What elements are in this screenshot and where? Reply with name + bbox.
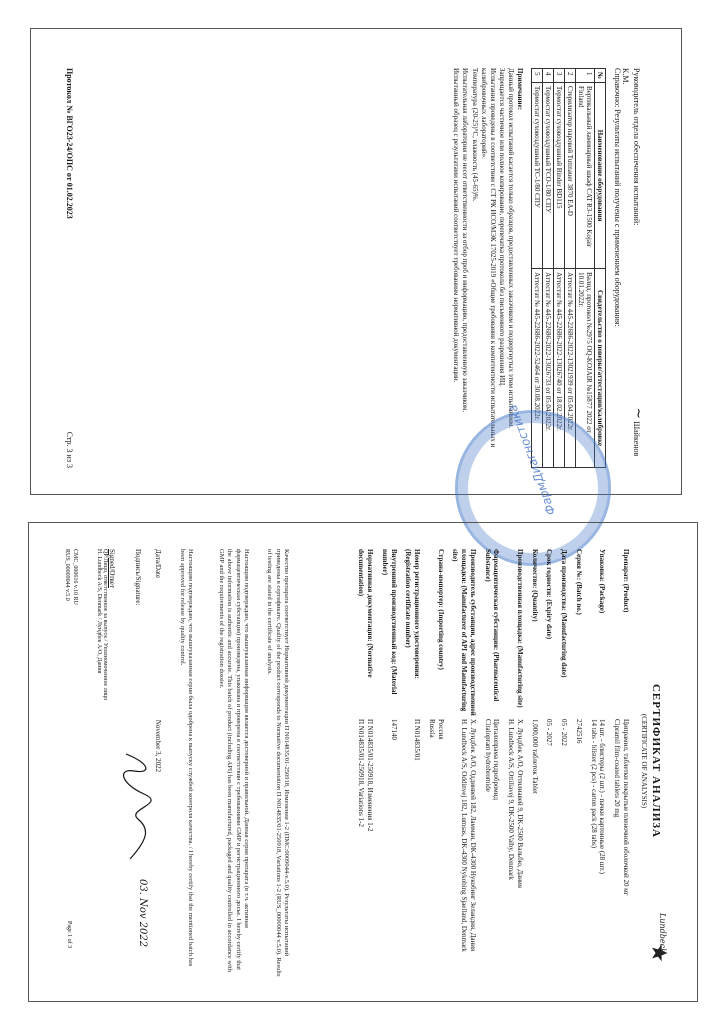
equipment-name: Термостат суховоздушный ТСО-1/80 СПУ — [543, 83, 554, 269]
signed-by-block — [96, 549, 116, 979]
equipment-no: 5 — [532, 69, 543, 83]
table-row — [565, 69, 576, 468]
head-signature-name: Шайкенов К.М. — [621, 68, 641, 457]
field-row — [404, 549, 422, 979]
note-item: Запрещается частичное или полное копирование, перепечатка протокола без письменного разрешения ИЦ. — [497, 68, 506, 387]
field-value: 05 - 2022 — [560, 719, 569, 746]
date-label: Дата/Date — [154, 549, 162, 579]
equipment-no: 2 — [565, 69, 576, 83]
field-label: Нормативная документация: (Normative documentation) — [357, 549, 375, 678]
field-label: Срок годности: (Expiry date) — [545, 549, 554, 640]
code-line: RUS_00009044 v.5.0 — [64, 549, 71, 601]
certificate-page-number: Page 1 of 3 — [66, 921, 72, 949]
field-row — [427, 549, 445, 979]
field-row — [507, 549, 525, 979]
protocol-heading — [621, 68, 646, 468]
equipment-cert: Аттестат № 445-22686-2022-52464 от 30.08.2022г. — [532, 269, 543, 468]
field-row — [530, 549, 539, 979]
field-row — [451, 549, 477, 979]
signature-label: Подпись/Signature: — [134, 549, 142, 606]
field-label: Серия №: (Batch no.) — [575, 549, 583, 615]
field-row — [574, 549, 583, 979]
field-value: 1,000,000 таблеток Tablet — [530, 719, 539, 794]
note-item: Данный протокол испытаний касается только образцов, предоставленных заказчиком и подвергнутых этим испытаниям. — [506, 68, 515, 429]
equipment-name: Вертикальный ламинарный шкаф CAT R3-1500 Kojair Finland — [576, 83, 595, 269]
equipment-cert: Валид. протокол №2975 OQ-KOJAIR №15877 2022 от 10.01.2022г. — [576, 269, 595, 468]
field-row — [545, 549, 554, 979]
field-row — [613, 549, 631, 979]
date-value: November 3, 2022 — [154, 719, 162, 773]
handwritten-signature — [116, 749, 156, 869]
field-row — [380, 549, 398, 979]
field-value: 2742516 — [575, 719, 583, 744]
equipment-table-header — [595, 69, 606, 468]
note-item: Испытательная лаборатория не несет ответственности за отбор проб и информацию, предоставленную заказчиком. — [461, 68, 470, 413]
quality-statement: Качество препарата соответствует Нормативной документации П N014835/01-250918, Изменения 1-2 (ПМС:0009044-v.5.0). Результаты испытаний приведены в сертификате. Quality of the product corresponds to Normative documentation П N014835/01-250918, Variations 1-2 (RUS_00009044 v.5.0). Results of testing are stated in the certificate of analysis. — [266, 549, 290, 977]
field-label: Дата производства: (Manufacturing date) — [560, 549, 569, 678]
field-row — [357, 549, 375, 979]
field-label: Внутренний производственный код: (Material number) — [381, 549, 398, 695]
handwritten-date: 03. Nov 2022 — [137, 879, 148, 948]
field-label: Упаковка: (Package) — [598, 549, 607, 614]
equipment-no: 4 — [543, 69, 554, 83]
field-value: Россия Russia — [428, 719, 445, 740]
table-row — [576, 69, 595, 468]
field-label: Производитель субстанции, адрес производственной площадки: (Manufacturer of API and Manufacturing site) — [451, 549, 477, 716]
field-value: Циталопрама гидробромид Citalopram hydrobromide — [483, 719, 501, 801]
equipment-no: 1 — [576, 69, 595, 83]
field-value: П N014835/01 — [413, 719, 422, 761]
field-value: Ципрамил, таблетки покрытые пленочной оболочкой 20 мг Cipramil film-coated tablets 20 mg — [613, 719, 630, 896]
field-value: 05 - 2027 — [545, 719, 554, 746]
protocol-footer — [65, 68, 74, 468]
qp-text: QP/Лицо, ответственное за выпуск / Уполномоченное лицо H. Lundbeck A/S, Denmark / Лундбек А/О, Дания — [96, 549, 108, 701]
col-cert-header: Свидетельство о поверке/аттестации/калибровке — [595, 269, 606, 468]
field-row — [589, 549, 607, 979]
gmp-statement: Настоящим подтверждаю, что вышеуказанная информация является достоверной и правильной. Данная серия препарата (в т.ч. активная фармацевтическая субстанция) произведена, упакована и проверена в соответствии с требованиями GMP и регистрационного досье. I hereby certify that the above information is authentic and accurate. This batch of product (including API) has been manufactured, packaged and quality controlled in accordance with GMP and the requirements of the registration dossier. — [217, 549, 250, 972]
note-item: Испытания проведены в соответствии с СТ РК ИСО/МЭК 17025-2019 «Общие требования к компетентности испытательных и калибровочных лабораторий». — [479, 68, 497, 448]
equipment-cert: Аттестат № 445-22686-2022-13026740 от 18.02.2022г. — [554, 269, 565, 468]
field-label: Производственная площадка: (Manufacturing site) — [516, 549, 524, 708]
protocol-heading-text: Руководитель отдела обеспечения испытаний: — [632, 68, 641, 226]
field-label: Страна-импортер: (Importing country) — [436, 549, 445, 670]
certificate-fields — [351, 549, 630, 979]
equipment-cert: Аттестат № 445-22686-2022-13021939 от 05.04.2022г. — [565, 269, 576, 468]
field-value: П N014835/01-250918, Изменения 1-2 П N014835/01-250918, Variations 1-2 — [357, 719, 375, 832]
certificate-subtitle: (CERTIFICATE OF ANALYSIS) — [640, 713, 648, 809]
equipment-name: Термостат суховоздушный ТС-1/80 СПУ — [532, 83, 543, 269]
field-row — [483, 549, 501, 979]
col-name-header: Наименование оборудования — [595, 83, 606, 269]
field-label: Препарат: (Product) — [622, 549, 630, 613]
field-row — [560, 549, 569, 979]
notes-label: Примечание: — [516, 68, 524, 111]
field-value: Х. Лундбек А/О, Оддинвей 182, Ламман, DK-4300 Нукобинг Зеландия, Дания H. Lundbeck A/S, Oddinvej 182, Lumsas, DK-4300 Nykobing Sjaelland, Denmark — [460, 719, 477, 952]
release-statement: Настоящим подтверждаю, что вышеуказанная серия была одобрена к выпуску службой контроля качества. / I hereby certify that the mentioned batch has been approved for release by quality control. — [178, 549, 194, 967]
field-value: 147140 — [389, 719, 398, 740]
document-codes — [62, 549, 78, 605]
note-item: Испытанный образец с результатами испытаний соответствует требованиям нормативной документации. — [452, 68, 461, 383]
equipment-name: Термостат суховоздушный Binder BD115 — [554, 83, 565, 269]
field-label: Количество: (Quantity) — [530, 549, 539, 622]
certificate-page — [42, 531, 682, 991]
certificate-title: СЕРТИФИКАТ АНАЛИЗА — [650, 683, 662, 839]
note-item: Температура (20-25)°С, влажность (45-65)%. — [470, 68, 479, 202]
field-label: Номер регистрационного удостоверения: (Registration certificate number) — [404, 549, 422, 679]
protocol-number: Протокол № ВГО23-24/ОПС от 01.02.2023 — [65, 68, 74, 219]
equipment-no: 3 — [554, 69, 565, 83]
stamp-text: ФармДиагностика — [505, 402, 559, 517]
equipment-table — [531, 68, 606, 468]
field-value: Х. Лундбек А/О, Оттилиавей 9, DK-2500 Вальбю, Дания H. Lundbeck A/S, Ottiliavej 9, DK-2500 Valby, Denmark — [507, 719, 524, 888]
equipment-intro: Справочно: Результаты испытаний получены с применением оборудования: — [613, 68, 622, 327]
page-number: Стр. 3 из 3 — [65, 431, 74, 468]
signed-by-label: Signed/Ответ — [108, 549, 116, 588]
table-row — [543, 69, 554, 468]
equipment-name: Стерилизатор паровой Tuttnauer 3870 EA-D — [565, 83, 576, 269]
equipment-cert: Аттестат № 445-22686-2022-13026733 от 05.04.2022г. — [543, 269, 554, 468]
field-value: 14 шт. - блистеры (2 шт.) - пачки картонные (28 шт.) 14 tabs - blister (2 pcs) - carton pack (28 tabs) — [589, 719, 607, 874]
head-signature: ~ — [630, 407, 646, 420]
logo-wordmark: Lundbeck — [658, 913, 667, 953]
table-row — [532, 69, 543, 468]
code-line: CMC_000616 v.10 RU — [72, 549, 78, 605]
protocol-page — [40, 40, 670, 480]
signature-row — [134, 549, 148, 979]
field-label: Фармацевтическая субстанция: (Pharmaceutical Substance) — [483, 549, 501, 702]
col-no-header: № — [595, 69, 606, 83]
table-row — [554, 69, 565, 468]
